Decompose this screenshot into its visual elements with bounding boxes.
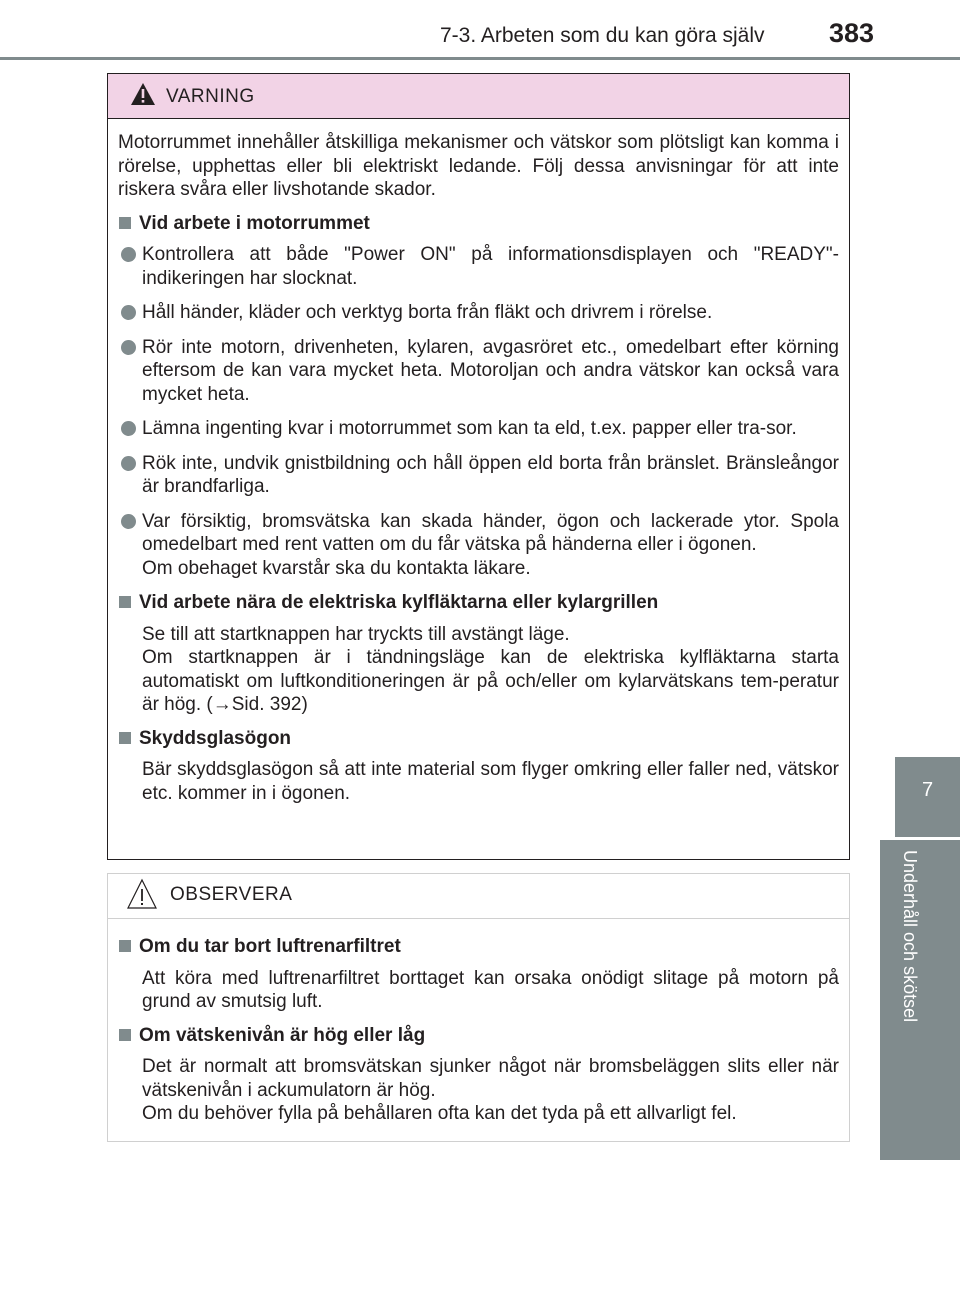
- warning-triangle-icon: [130, 82, 156, 106]
- list-item-text: Om obehaget kvarstår ska du kontakta läkare.: [142, 557, 531, 579]
- paragraph-line: Det är normalt att bromsvätskan sjunker något när bromsbeläggen slits eller när vätskenivån i ackumulatorn är hög.: [142, 1056, 839, 1101]
- caution-triangle-icon: [126, 878, 158, 910]
- chapter-number: 7: [921, 779, 934, 801]
- notice-section-heading: [118, 935, 839, 959]
- warning-section-heading: [118, 727, 839, 751]
- round-bullet-icon: [121, 340, 136, 355]
- round-bullet-icon: [121, 421, 136, 436]
- section-title: 7-3. Arbeten som du kan göra själv: [440, 24, 765, 47]
- round-bullet-icon: [121, 514, 136, 529]
- square-bullet-icon: [119, 1029, 131, 1041]
- warning-section-heading: [118, 591, 839, 615]
- square-bullet-icon: [119, 217, 131, 229]
- notice-header: [108, 874, 849, 919]
- warning-title: VARNING: [166, 86, 255, 107]
- heading-text: Vid arbete nära de elektriska kylfläktarna eller kylargrillen: [139, 592, 659, 613]
- list-item: [118, 243, 839, 290]
- section-paragraph: Bär skyddsglasögon så att inte material som flyger omkring eller faller ned, vätskor etc. kommer in i ögonen.: [142, 759, 839, 804]
- section-paragraph: [118, 1055, 839, 1126]
- heading-text: Skyddsglasögon: [139, 727, 292, 749]
- list-item-text: Rök inte, undvik gnistbildning och håll öppen eld borta från bränslet. Bränsleångor är brandfarliga.: [142, 452, 839, 497]
- chapter-label: Underhåll och skötsel: [900, 850, 920, 1023]
- page-number: 383: [829, 18, 875, 48]
- notice-box: [107, 873, 850, 1142]
- list-item-text: Var försiktig, bromsvätska kan skada händer, ögon och lackerade ytor. Spola omedelbart med rent vatten om du får vätska på händerna eller i ögonen.: [142, 510, 839, 555]
- list-item: [118, 301, 839, 325]
- square-bullet-icon: [119, 596, 131, 608]
- section-paragraph: [118, 623, 839, 717]
- warning-intro: Motorrummet innehåller åtskilliga mekanismer och vätskor som plötsligt kan komma i rörelse, upphettas eller bli elektriskt ledande. Följ dessa anvisningar för att inte riskera svåra eller livshotande skador.: [118, 132, 839, 200]
- paragraph-line: Se till att startknappen har tryckts till avstängt läge.: [142, 623, 570, 645]
- notice-title: OBSERVERA: [170, 884, 293, 905]
- list-item: [118, 452, 839, 499]
- heading-text: Vid arbete i motorrummet: [139, 212, 370, 234]
- square-bullet-icon: [119, 940, 131, 952]
- round-bullet-icon: [121, 456, 136, 471]
- chapter-label-tab: [880, 840, 960, 1160]
- square-bullet-icon: [119, 732, 131, 744]
- section-paragraph: Att köra med luftrenarfiltret borttaget kan orsaka onödigt slitage på motorn på grund av smutsig luft.: [142, 967, 839, 1012]
- list-item-text: Rör inte motorn, drivenheten, kylaren, avgasröret etc., omedelbart efter körning eftersom de kan vara mycket heta. Motoroljan och andra vätskor kan också vara mycket heta.: [142, 336, 839, 405]
- list-item-text: Håll händer, kläder och verktyg borta från fläkt och drivrem i rörelse.: [142, 302, 713, 323]
- paragraph-line: Om du behöver fylla på behållaren ofta kan det tyda på ett allvarligt fel.: [142, 1103, 737, 1124]
- heading-text: Om vätskenivån är hög eller låg: [139, 1024, 426, 1046]
- list-item: [118, 510, 839, 581]
- list-item-text: Lämna ingenting kvar i motorrummet som kan ta eld, t.ex. papper eller tra-sor.: [142, 418, 797, 439]
- chapter-tab: [895, 757, 960, 837]
- warning-header: [108, 74, 849, 119]
- heading-text: Om du tar bort luftrenarfiltret: [139, 936, 401, 957]
- round-bullet-icon: [121, 305, 136, 320]
- warning-box: [107, 73, 850, 860]
- list-item: [118, 336, 839, 407]
- round-bullet-icon: [121, 247, 136, 262]
- warning-section-heading: [118, 212, 839, 236]
- list-item-text: Kontrollera att både "Power ON" på informationsdisplayen och "READY"-indikeringen har slocknat.: [142, 244, 839, 289]
- paragraph-line: Om startknappen är i tändningsläge kan de elektriska kylfläktarna starta automatiskt om luftkonditioneringen är på och/eller om kylarvätskans tem-peratur är hög. (→Sid. 392): [142, 647, 839, 715]
- header-divider: [0, 57, 960, 60]
- list-item: [118, 417, 839, 441]
- notice-section-heading: [118, 1024, 839, 1048]
